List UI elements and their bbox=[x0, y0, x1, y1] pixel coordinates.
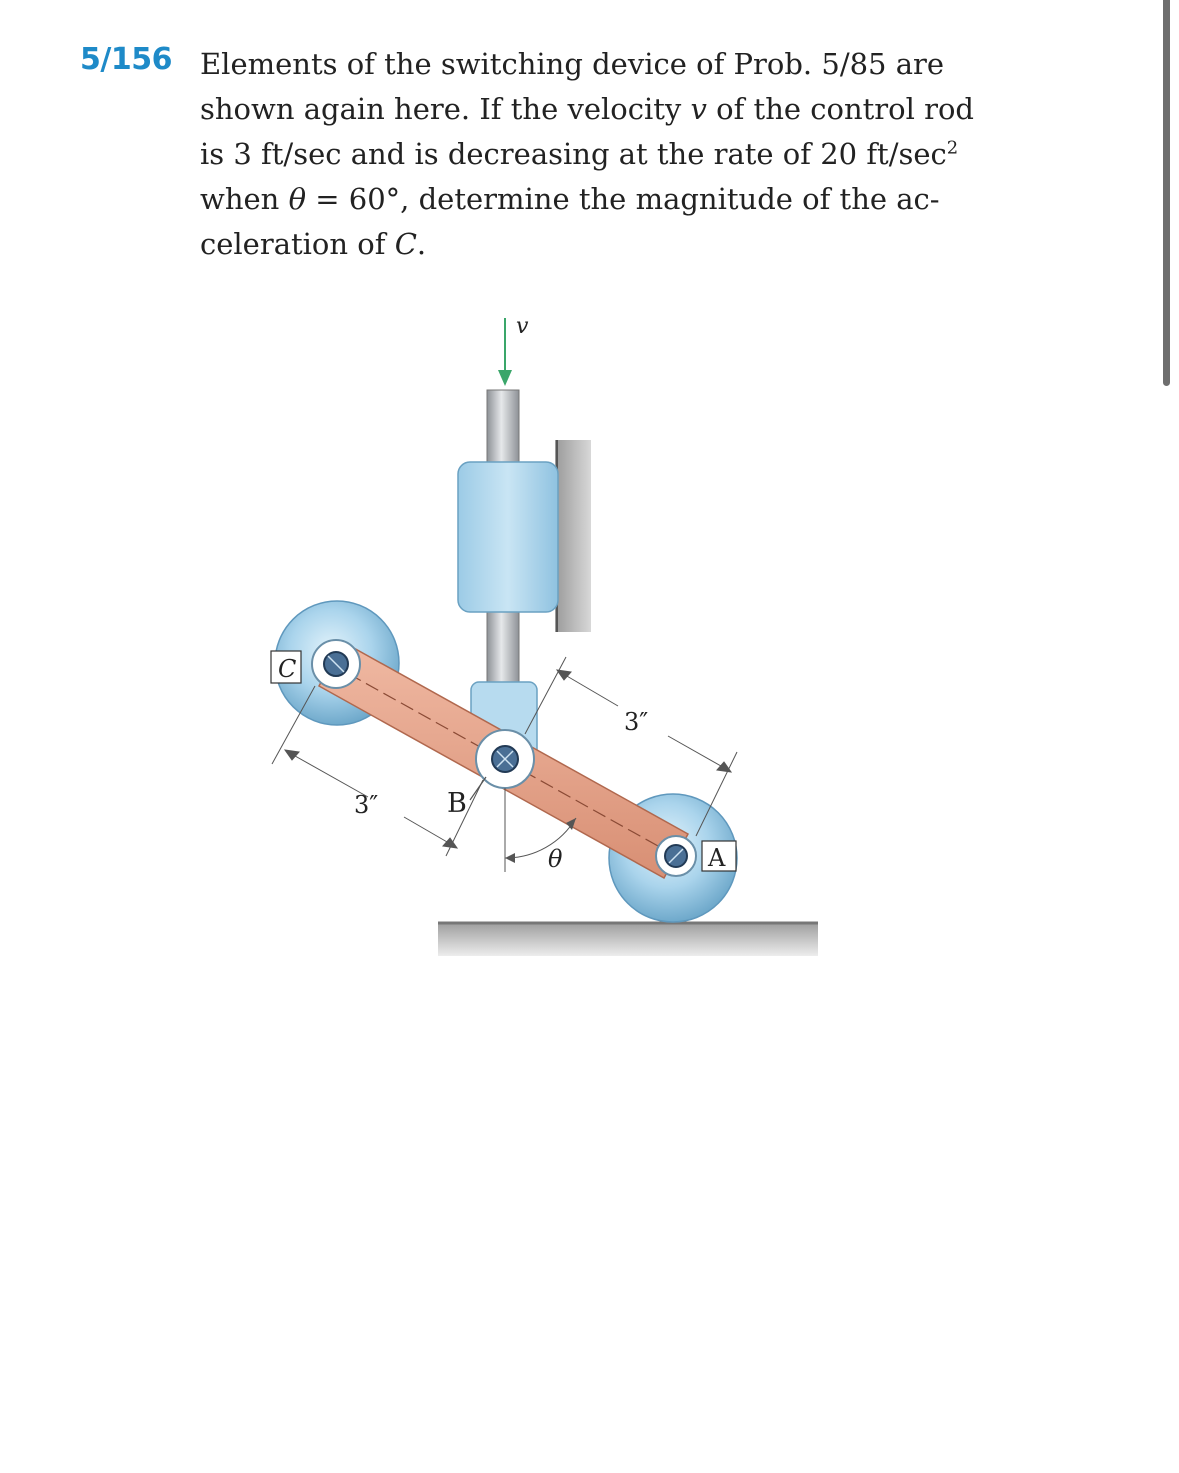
dim-left-label: 3″ bbox=[354, 791, 379, 819]
ground bbox=[438, 922, 818, 956]
problem-number: 5/156 bbox=[80, 42, 172, 77]
text-line-4: when θ = 60°, determine the magnitude of the ac- bbox=[200, 182, 940, 216]
text-line-2: shown again here. If the velocity v of the control rod bbox=[200, 92, 974, 126]
label-b: B bbox=[447, 788, 467, 819]
text-line-3: is 3 ft/sec and is decreasing at the rate of 20 $ft/\sec^2$ bbox=[200, 137, 959, 171]
label-c: C bbox=[278, 655, 297, 683]
velocity-label: v bbox=[516, 314, 529, 339]
guide-sleeve bbox=[458, 462, 558, 612]
theta-label: θ bbox=[548, 845, 563, 873]
dim-right-label: 3″ bbox=[624, 708, 649, 736]
text-line-1: Elements of the switching device of Prob. 5/85 are bbox=[200, 47, 945, 81]
wall bbox=[555, 440, 591, 632]
label-a: A bbox=[708, 844, 726, 872]
velocity-arrow bbox=[498, 318, 512, 386]
text-line-5: celeration of C. bbox=[200, 227, 427, 261]
